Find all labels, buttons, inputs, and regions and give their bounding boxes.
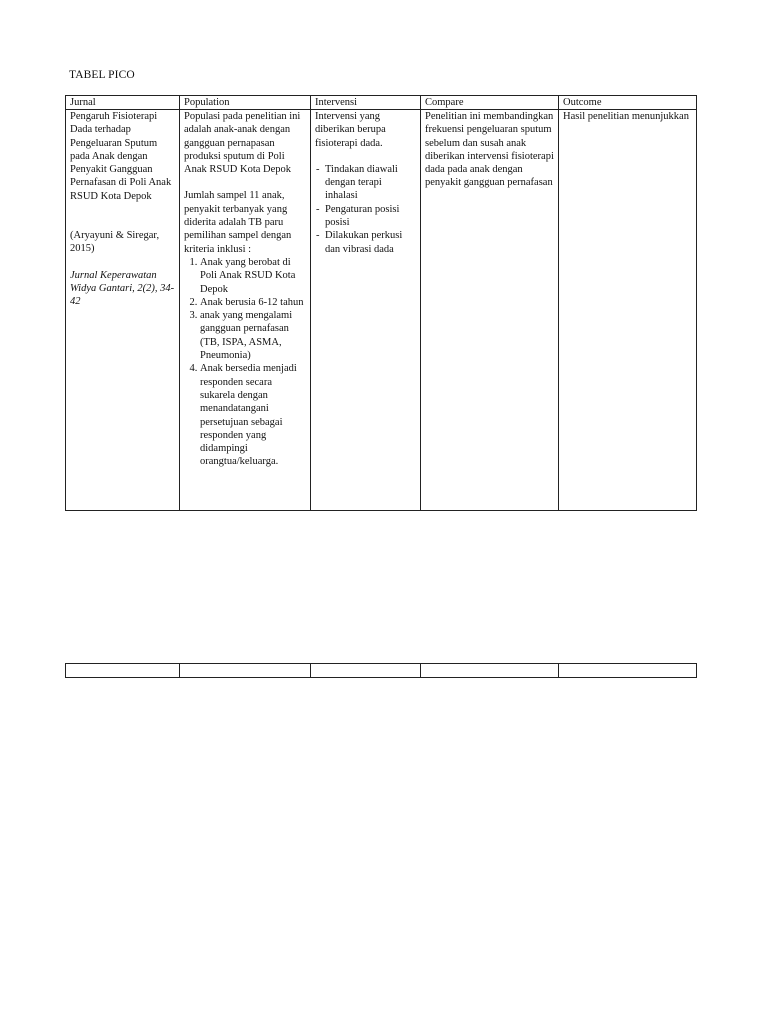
- table-header-row: [66, 96, 697, 110]
- cell-intervensi: [311, 110, 421, 511]
- criteria-item: 3. anak yang mengalami gangguan pernafasan (TB, ISPA, ASMA, Pneumonia): [200, 309, 306, 362]
- intervensi-step: - Tindakan diawali dengan terapi inhalasi: [315, 163, 416, 203]
- journal-reference: Jurnal Keperawatan Widya Gantari, 2(2), 34-42: [70, 269, 175, 308]
- outcome-text: Hasil penelitian menunjukkan: [563, 111, 689, 122]
- empty-cell: [180, 664, 311, 678]
- article-title: Pengaruh Fisioterapi Dada terhadap Pengeluaran Sputum pada Anak dengan Penyakit Gangguan Pernafasan di Poli Anak RSUD Kota Depok: [70, 111, 172, 202]
- population-sample: Jumlah sampel 11 anak, penyakit terbanyak yang diderita adalah TB paru pemilihan sampel dengan kriteria inklusi :: [184, 190, 292, 255]
- inclusion-criteria-list: [184, 256, 306, 469]
- pico-table: [65, 95, 697, 511]
- criteria-item: 4. Anak bersedia menjadi responden secara sukarela dengan menandatangani persetujuan sebagai responden yang didampingi orangtua/keluarga.: [200, 362, 306, 468]
- cell-population: [180, 110, 311, 511]
- empty-cell: [421, 664, 559, 678]
- population-intro: Populasi pada penelitian ini adalah anak-anak dengan gangguan pernapasan produksi sputum di Poli Anak RSUD Kota Depok: [184, 111, 301, 176]
- empty-cell: [311, 664, 421, 678]
- header-outcome: Outcome: [559, 96, 697, 110]
- cell-compare: [421, 110, 559, 511]
- document-title: TABEL PICO: [69, 69, 135, 81]
- table-row: [66, 110, 697, 511]
- header-compare: Compare: [421, 96, 559, 110]
- intervensi-intro: Intervensi yang diberikan berupa fisioterapi dada.: [315, 111, 386, 149]
- empty-cell: [66, 664, 180, 678]
- header-population: Population: [180, 96, 311, 110]
- citation: (Aryayuni & Siregar, 2015): [70, 230, 160, 255]
- criteria-item: 1. Anak yang berobat di Poli Anak RSUD Kota Depok: [200, 256, 306, 296]
- criteria-item: 2. Anak berusia 6-12 tahun: [200, 296, 306, 309]
- cell-outcome: [559, 110, 697, 511]
- header-jurnal: Jurnal: [66, 96, 180, 110]
- intervensi-step: - Pengaturan posisi posisi: [315, 203, 416, 230]
- intervensi-step: - Dilakukan perkusi dan vibrasi dada: [315, 229, 416, 256]
- empty-cell: [559, 664, 697, 678]
- intervensi-steps-list: [315, 163, 416, 256]
- header-intervensi: Intervensi: [311, 96, 421, 110]
- table-row: [66, 664, 697, 678]
- cell-jurnal: [66, 110, 180, 511]
- compare-text: Penelitian ini membandingkan frekuensi pengeluaran sputum sebelum dan susah anak diberikan intervensi fisioterapi dada pada anak dengan penyakit gangguan pernafasan: [425, 111, 554, 189]
- empty-table-row: [65, 663, 697, 678]
